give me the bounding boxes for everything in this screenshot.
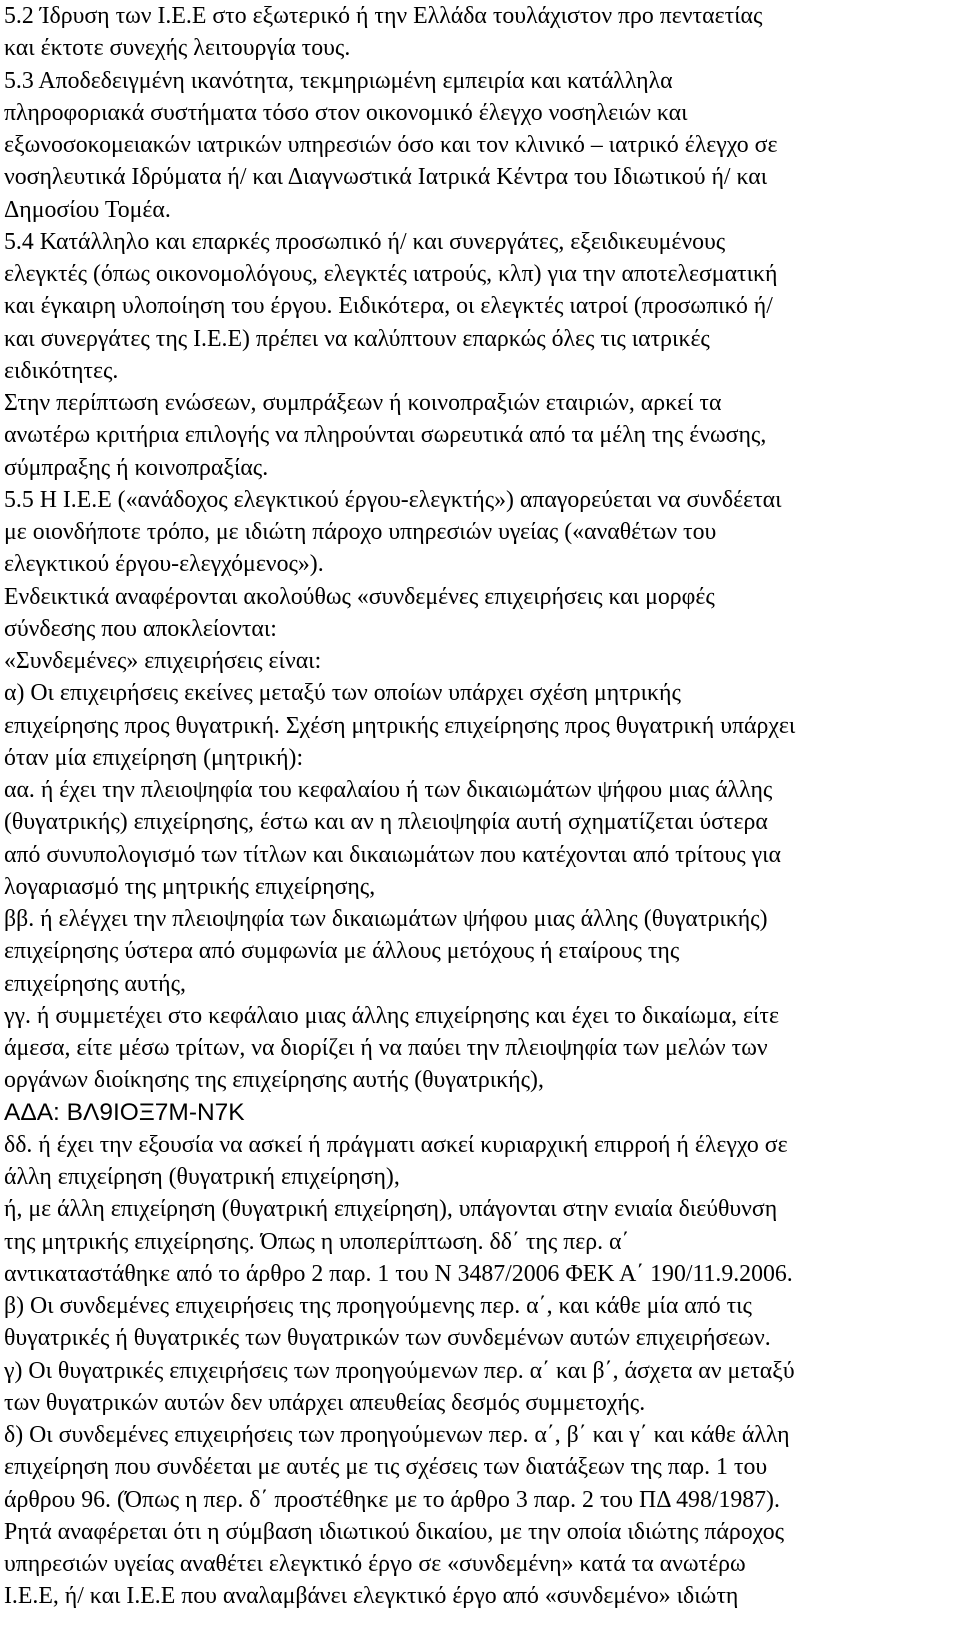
text-line: με οιονδήποτε τρόπο, με ιδιώτη πάροχο υπηρεσιών υγείας («αναθέτων του <box>4 519 717 545</box>
text-line: β) Οι συνδεμένες επιχειρήσεις της προηγούμενης περ. α΄, και κάθε μία από τις <box>4 1293 752 1319</box>
text-line: Ρητά αναφέρεται ότι η σύμβαση ιδιωτικού δικαίου, με την οποία ιδιώτης πάροχος <box>4 1518 785 1545</box>
text-line: α) Οι επιχειρήσεις εκείνες μεταξύ των οποίων υπάρχει σχέση μητρικής <box>4 680 681 707</box>
text-line: Δημοσίου Τομέα. <box>4 196 171 223</box>
text-line: 5.2 Ίδρυση των Ι.Ε.Ε στο εξωτερικό ή την Ελλάδα τουλάχιστον προ πενταετίας <box>4 3 763 29</box>
text-line: επιχείρησης ύστερα από συμφωνία με άλλους μετόχους ή εταίρους της <box>4 938 680 965</box>
text-line: εξωνοσοκομειακών ιατρικών υπηρεσιών όσο και τον κλινικό – ιατρικό έλεγχο σε <box>4 132 778 158</box>
text-line: πληροφοριακά συστήματα τόσο στον οικονομικό έλεγχο νοσηλειών και <box>4 99 688 126</box>
text-line: νοσηλευτικά Ιδρύματα ή/ και Διαγνωστικά Ιατρικά Κέντρα του Ιδιωτικού ή/ και <box>4 164 768 191</box>
text-line: σύνδεσης που αποκλείονται: <box>4 615 277 642</box>
text-line: από συνυπολογισμό των τίτλων και δικαιωμάτων που κατέχονται από τρίτους για <box>4 841 781 868</box>
text-line: γγ. ή συμμετέχει στο κεφάλαιο μιας άλλης επιχείρησης και έχει το δικαίωμα, είτε <box>4 1002 779 1029</box>
text-line: επιχείρησης προς θυγατρική. Σχέση μητρικής επιχείρησης προς θυγατρική υπάρχει <box>4 712 796 739</box>
text-line: και έκτοτε συνεχής λειτουργία τους. <box>4 35 351 62</box>
text-line: λογαριασμό της μητρικής επιχείρησης, <box>4 873 376 900</box>
text-line: αα. ή έχει την πλειοψηφία του κεφαλαίου ή των δικαιωμάτων ψήφου μιας άλλης <box>4 777 773 803</box>
text-line: 5.4 Κατάλληλο και επαρκές προσωπικό ή/ και συνεργάτες, εξειδικευμένους <box>4 228 726 255</box>
text-line: επιχείρηση που συνδέεται με αυτές με τις σχέσεις των διατάξεων της παρ. 1 του <box>4 1454 768 1481</box>
text-line: (θυγατρικής) επιχείρησης, έστω και αν η πλειοψηφία αυτή σχηματίζεται ύστερα <box>4 809 768 836</box>
text-line: άρθρου 96. (Όπως η περ. δ΄ προστέθηκε με το άρθρο 3 παρ. 2 του ΠΔ 498/1987). <box>4 1486 780 1513</box>
text-line: δδ. ή έχει την εξουσία να ασκεί ή πράγματι ασκεί κυριαρχική επιρροή ή έλεγχο σε <box>4 1131 788 1158</box>
text-line: σύμπραξης ή κοινοπραξίας. <box>4 454 269 481</box>
ada-code: ΑΔΑ: ΒΛ9ΙΟΞ7Μ-Ν7Κ <box>4 1098 245 1126</box>
text-line: αντικαταστάθηκε από το άρθρο 2 παρ. 1 του Ν 3487/2006 ΦΕΚ Α΄ 190/11.9.2006. <box>4 1260 793 1287</box>
text-line: επιχείρησης αυτής, <box>4 970 186 997</box>
text-line: θυγατρικές ή θυγατρικές των θυγατρικών των συνδεμένων αυτών επιχειρήσεων. <box>4 1325 771 1352</box>
text-line: ανωτέρω κριτήρια επιλογής να πληρούνται σωρευτικά από τα μέλη της ένωσης, <box>4 422 767 449</box>
document-page <box>4 0 954 1613</box>
text-line: ββ. ή ελέγχει την πλειοψηφία των δικαιωμάτων ψήφου μιας άλλης (θυγατρικής) <box>4 906 768 932</box>
text-line: όταν μία επιχείρηση (μητρική): <box>4 744 304 771</box>
text-line: «Συνδεμένες» επιχειρήσεις είναι: <box>4 648 322 674</box>
text-line: Στην περίπτωση ενώσεων, συμπράξεων ή κοινοπραξιών εταιριών, αρκεί τα <box>4 390 722 416</box>
text-line: ή, με άλλη επιχείρηση (θυγατρική επιχείρηση), υπάγονται στην ενιαία διεύθυνση <box>4 1196 778 1223</box>
text-line: ειδικότητες. <box>4 357 119 384</box>
text-line: άλλη επιχείρηση (θυγατρική επιχείρηση), <box>4 1164 400 1190</box>
text-line: 5.3 Αποδεδειγμένη ικανότητα, τεκμηριωμένη εμπειρία και κατάλληλα <box>4 67 673 94</box>
text-line: ελεγκτές (όπως οικονομολόγους, ελεγκτές ιατρούς, κλπ) για την αποτελεσματική <box>4 261 778 287</box>
text-line: γ) Οι θυγατρικές επιχειρήσεις των προηγούμενων περ. α΄ και β΄, άσχετα αν μεταξύ <box>4 1357 795 1384</box>
text-line: των θυγατρικών αυτών δεν υπάρχει απευθείας δεσμός συμμετοχής. <box>4 1389 646 1416</box>
text-line: και έγκαιρη υλοποίηση του έργου. Ειδικότερα, οι ελεγκτές ιατροί (προσωπικό ή/ <box>4 293 773 320</box>
text-line: της μητρικής επιχείρησης. Όπως η υποπερίπτωση. δδ΄ της περ. α΄ <box>4 1228 630 1255</box>
text-line: οργάνων διοίκησης της επιχείρησης αυτής (θυγατρικής), <box>4 1067 544 1094</box>
text-line: υπηρεσιών υγείας αναθέτει ελεγκτικό έργο σε «συνδεμένη» κατά τα ανωτέρω <box>4 1551 746 1577</box>
text-line: Ενδεικτικά αναφέρονται ακολούθως «συνδεμένες επιχειρήσεις και μορφές <box>4 583 715 610</box>
text-line: άμεσα, είτε μέσω τρίτων, να διορίζει ή να παύει την πλειοψηφία των μελών των <box>4 1035 768 1061</box>
text-line: Ι.Ε.Ε, ή/ και Ι.Ε.Ε που αναλαμβάνει ελεγκτικό έργο από «συνδεμένο» ιδιώτη <box>4 1583 739 1610</box>
text-line: και συνεργάτες της Ι.Ε.Ε) πρέπει να καλύπτουν επαρκώς όλες τις ιατρικές <box>4 325 710 352</box>
text-line: δ) Οι συνδεμένες επιχειρήσεις των προηγούμενων περ. α΄, β΄ και γ΄ και κάθε άλλη <box>4 1422 790 1448</box>
text-line: ελεγκτικού έργου-ελεγχόμενος»). <box>4 551 324 578</box>
text-line: 5.5 Η Ι.Ε.Ε («ανάδοχος ελεγκτικού έργου-ελεγκτής») απαγορεύεται να συνδέεται <box>4 486 782 513</box>
